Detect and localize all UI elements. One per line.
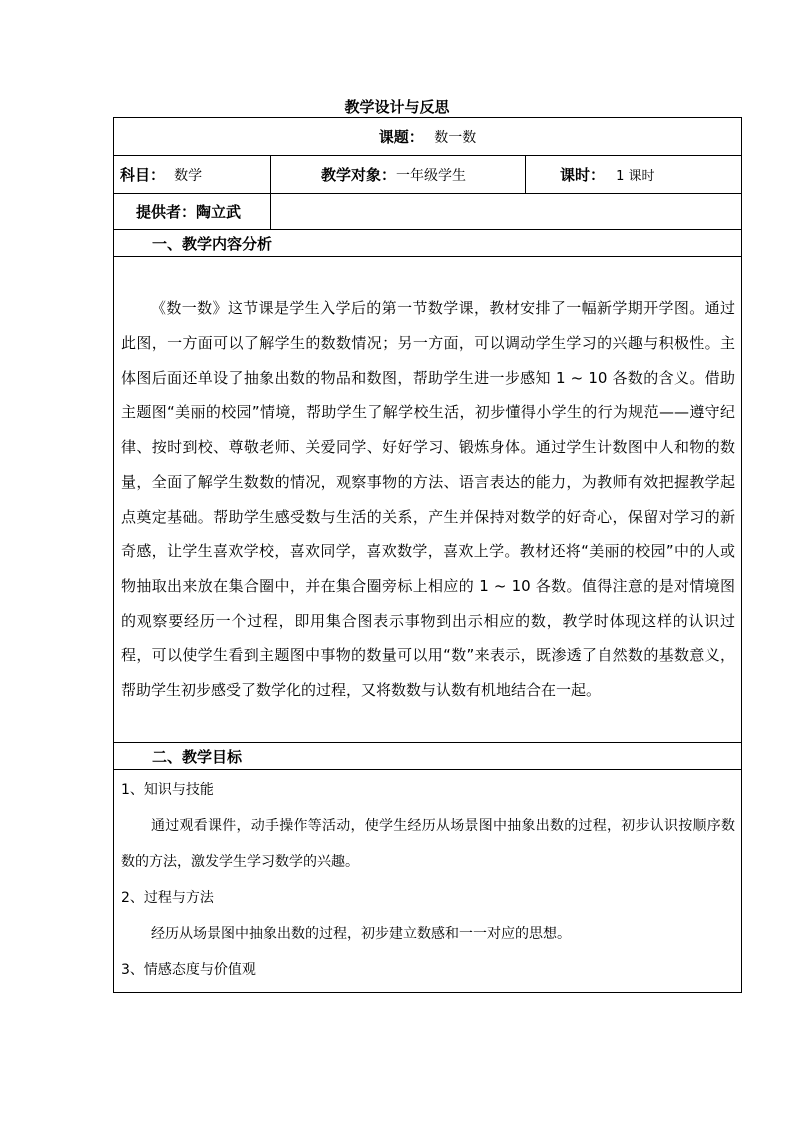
audience-cell [271,156,526,194]
audience-label: 教学对象： [321,166,397,184]
hours-value: 1 课时 [616,169,655,184]
info-row [114,156,742,194]
hours-cell [526,156,742,194]
content-analysis-paragraph: 《数一数》这节课是学生入学后的第一节数学课，教材安排了一幅新学期开学图。通过此图，一方面可以了解学生的数数情况；另一方面，可以调动学生学习的兴趣与积极性。主体图后面还单设了抽象出数的物品和数图，帮助学生进一步感知 1 ~ 10 各数的含义。借助主题图“美丽的校园”情境，帮助学生了解学校生活，初步懂得小学生的行为规范——遵守纪律、按时到校、尊敬老师、关爱同学、好好学习、锻炼身体。通过学生计数图中人和物的数量，全面了解学生数数的情况，观察事物的方法、语言表达的能力，为教师有效把握教学起点奠定基础。帮助学生感受数与生活的关系，产生并保持对数学的好奇心，保留对学习的新奇感，让学生喜欢学校，喜欢同学，喜欢数学，喜欢上学。教材还将“美丽的校园”中的人或物抽取出来放在集合圈中，并在集合圈旁标上相应的 1 ~ 10 各数。值得注意的是对情境图的观察要经历一个过程，即用集合图表示事物到出示相应的数，教学时体现这样的认识过程，可以使学生看到主题图中事物的数量可以用“数”来表示，既渗透了自然数的基数意义，帮助学生初步感受了数学化的过程，又将数数与认数有机地结合在一起。 [114,257,742,743]
lesson-value: 数一数 [434,130,477,146]
subject-label: 科目： [120,166,166,184]
audience-value: 一年级学生 [396,168,467,184]
provider-empty-cell [271,194,742,230]
section1-heading: 一、教学内容分析 [114,230,742,257]
goal2-body: 经历从场景图中抽象出数的过程，初步建立数感和一一对应的思想。 [151,926,571,942]
hours-label: 课时： [560,166,606,184]
lesson-plan-table [113,117,742,993]
goal1-body: 通过观看课件，动手操作等活动，使学生经历从场景图中抽象出数的过程，初步认识按顺序数数的方法，激发学生学习数学的兴趣。 [121,818,736,870]
lesson-label: 课题： [378,128,424,146]
lesson-title-cell [114,118,742,156]
provider-row [114,194,742,230]
goal1-title: 1、知识与技能 [121,782,214,798]
provider-cell [114,194,271,230]
section2-heading-row [114,743,742,770]
section1-heading-row [114,230,742,257]
section1-body-row [114,257,742,743]
provider-value: 陶立武 [196,203,242,221]
goal2-title: 2、过程与方法 [121,890,214,906]
subject-value: 数学 [174,168,203,184]
provider-label: 提供者： [136,203,197,221]
document-title: 教学设计与反思 [344,98,450,116]
goal3-title: 3、情感态度与价值观 [121,962,256,978]
lesson-title-row [114,118,742,156]
section2-heading: 二、教学目标 [114,743,742,770]
teaching-goals-cell [114,770,742,993]
subject-cell [114,156,271,194]
section2-body-row [114,770,742,993]
